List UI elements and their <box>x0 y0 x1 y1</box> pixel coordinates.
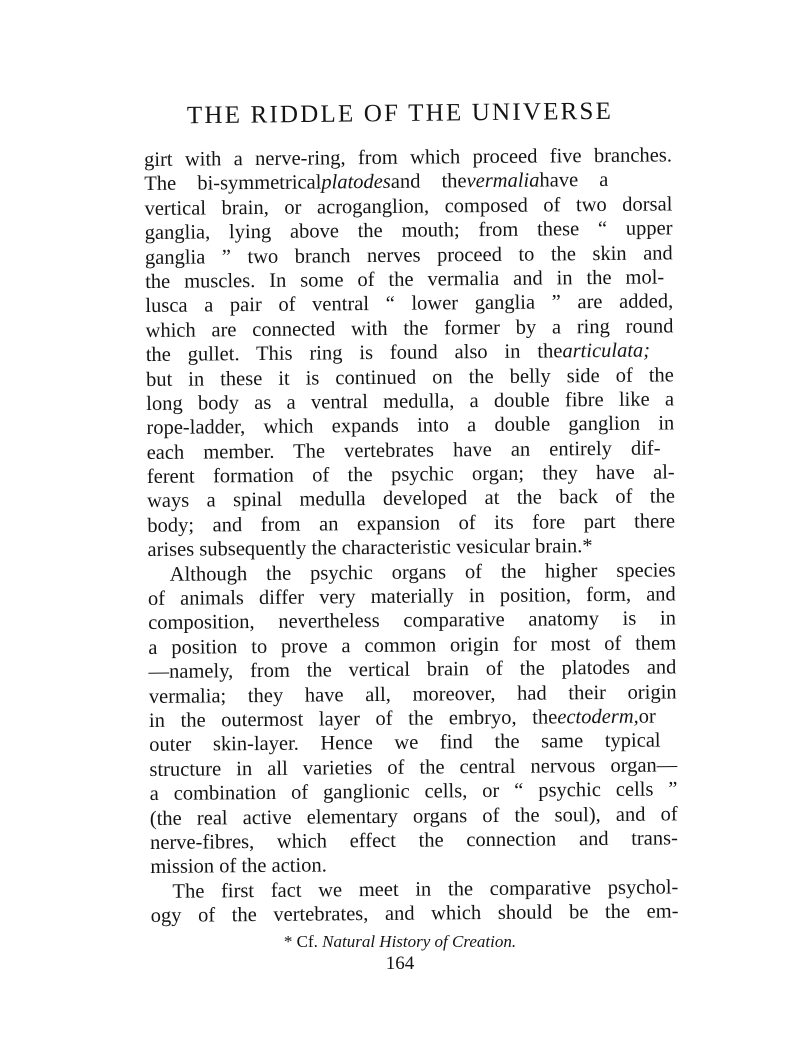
text-line: ways a spinal medulla developed at the back of the <box>146 485 675 513</box>
text-line: body; and from an expansion of its fore part there <box>147 510 676 537</box>
page-number: 164 <box>385 953 415 974</box>
text-line: a combination of ganglionic cells, or “ psychic cells ” <box>149 778 678 806</box>
text-line: (the real active elementary organs of the soul), and of <box>149 802 678 830</box>
text-line: the muscles. In some of the vermalia and in the mol- <box>145 266 665 293</box>
text-line: vertical brain, or acroganglion, composed of two dorsal <box>144 193 673 220</box>
text-line: ganglia, lying above the mouth; from these “ upper <box>144 217 673 245</box>
text-line: the gullet. This ring is found also in thearticulata; <box>145 339 651 367</box>
text-line: ogy of the vertebrates, and which should be the em- <box>150 900 679 928</box>
text-line: —namely, from the vertical brain of the platodes and <box>148 656 677 684</box>
text-line: outer skin-layer. Hence we find the same typical <box>149 729 661 757</box>
text-line: lusca a pair of ventral “ lower ganglia ” are added, <box>145 290 674 318</box>
footnote-prefix: * Cf. <box>283 932 323 951</box>
text-line: structure in all varieties of the central nervous organ— <box>149 754 678 781</box>
text-line: in the outermost layer of the embryo, theectoderm,or <box>148 705 656 732</box>
text-line: vermalia; they have all, moreover, had their origin <box>148 680 677 708</box>
text-line: mission of the action. <box>150 854 327 879</box>
text-line: each member. The vertebrates have an entirely dif- <box>146 437 661 464</box>
footnote <box>0 932 800 952</box>
text-line: a position to prove a common origin for most of them <box>148 632 677 659</box>
text-line: arises subsequently the characteristic vesicular brain.* <box>147 535 593 562</box>
body-text <box>144 143 679 928</box>
running-head: THE RIDDLE OF THE UNIVERSE <box>186 97 614 130</box>
text-line: ganglia ” two branch nerves proceed to the skin and <box>144 241 673 269</box>
text-line: rope-ladder, which expands into a double ganglion in <box>146 412 675 440</box>
footnote-title: Natural History of Creation. <box>322 932 517 951</box>
text-line: long body as a ventral medulla, a double fibre like a <box>146 388 675 415</box>
text-line: which are connected with the former by a ring round <box>145 315 674 342</box>
text-line: Although the psychic organs of the higher species <box>169 559 676 586</box>
text-line: The bi-symmetricalplatodesand thevermaliahave a <box>144 169 609 196</box>
text-line: of animals differ very materially in position, form, and <box>147 583 676 611</box>
text-line: ferent formation of the psychic organ; they have al- <box>146 461 675 489</box>
text-line: nerve-fibres, which effect the connection and trans- <box>149 827 678 854</box>
text-line: The first fact we meet in the comparative psychol- <box>172 876 679 903</box>
text-line: composition, nevertheless comparative anatomy is in <box>148 607 677 635</box>
text-line: girt with a nerve-ring, from which proceed five branches. <box>144 144 673 171</box>
text-line: but in these it is continued on the belly side of the <box>145 363 674 391</box>
